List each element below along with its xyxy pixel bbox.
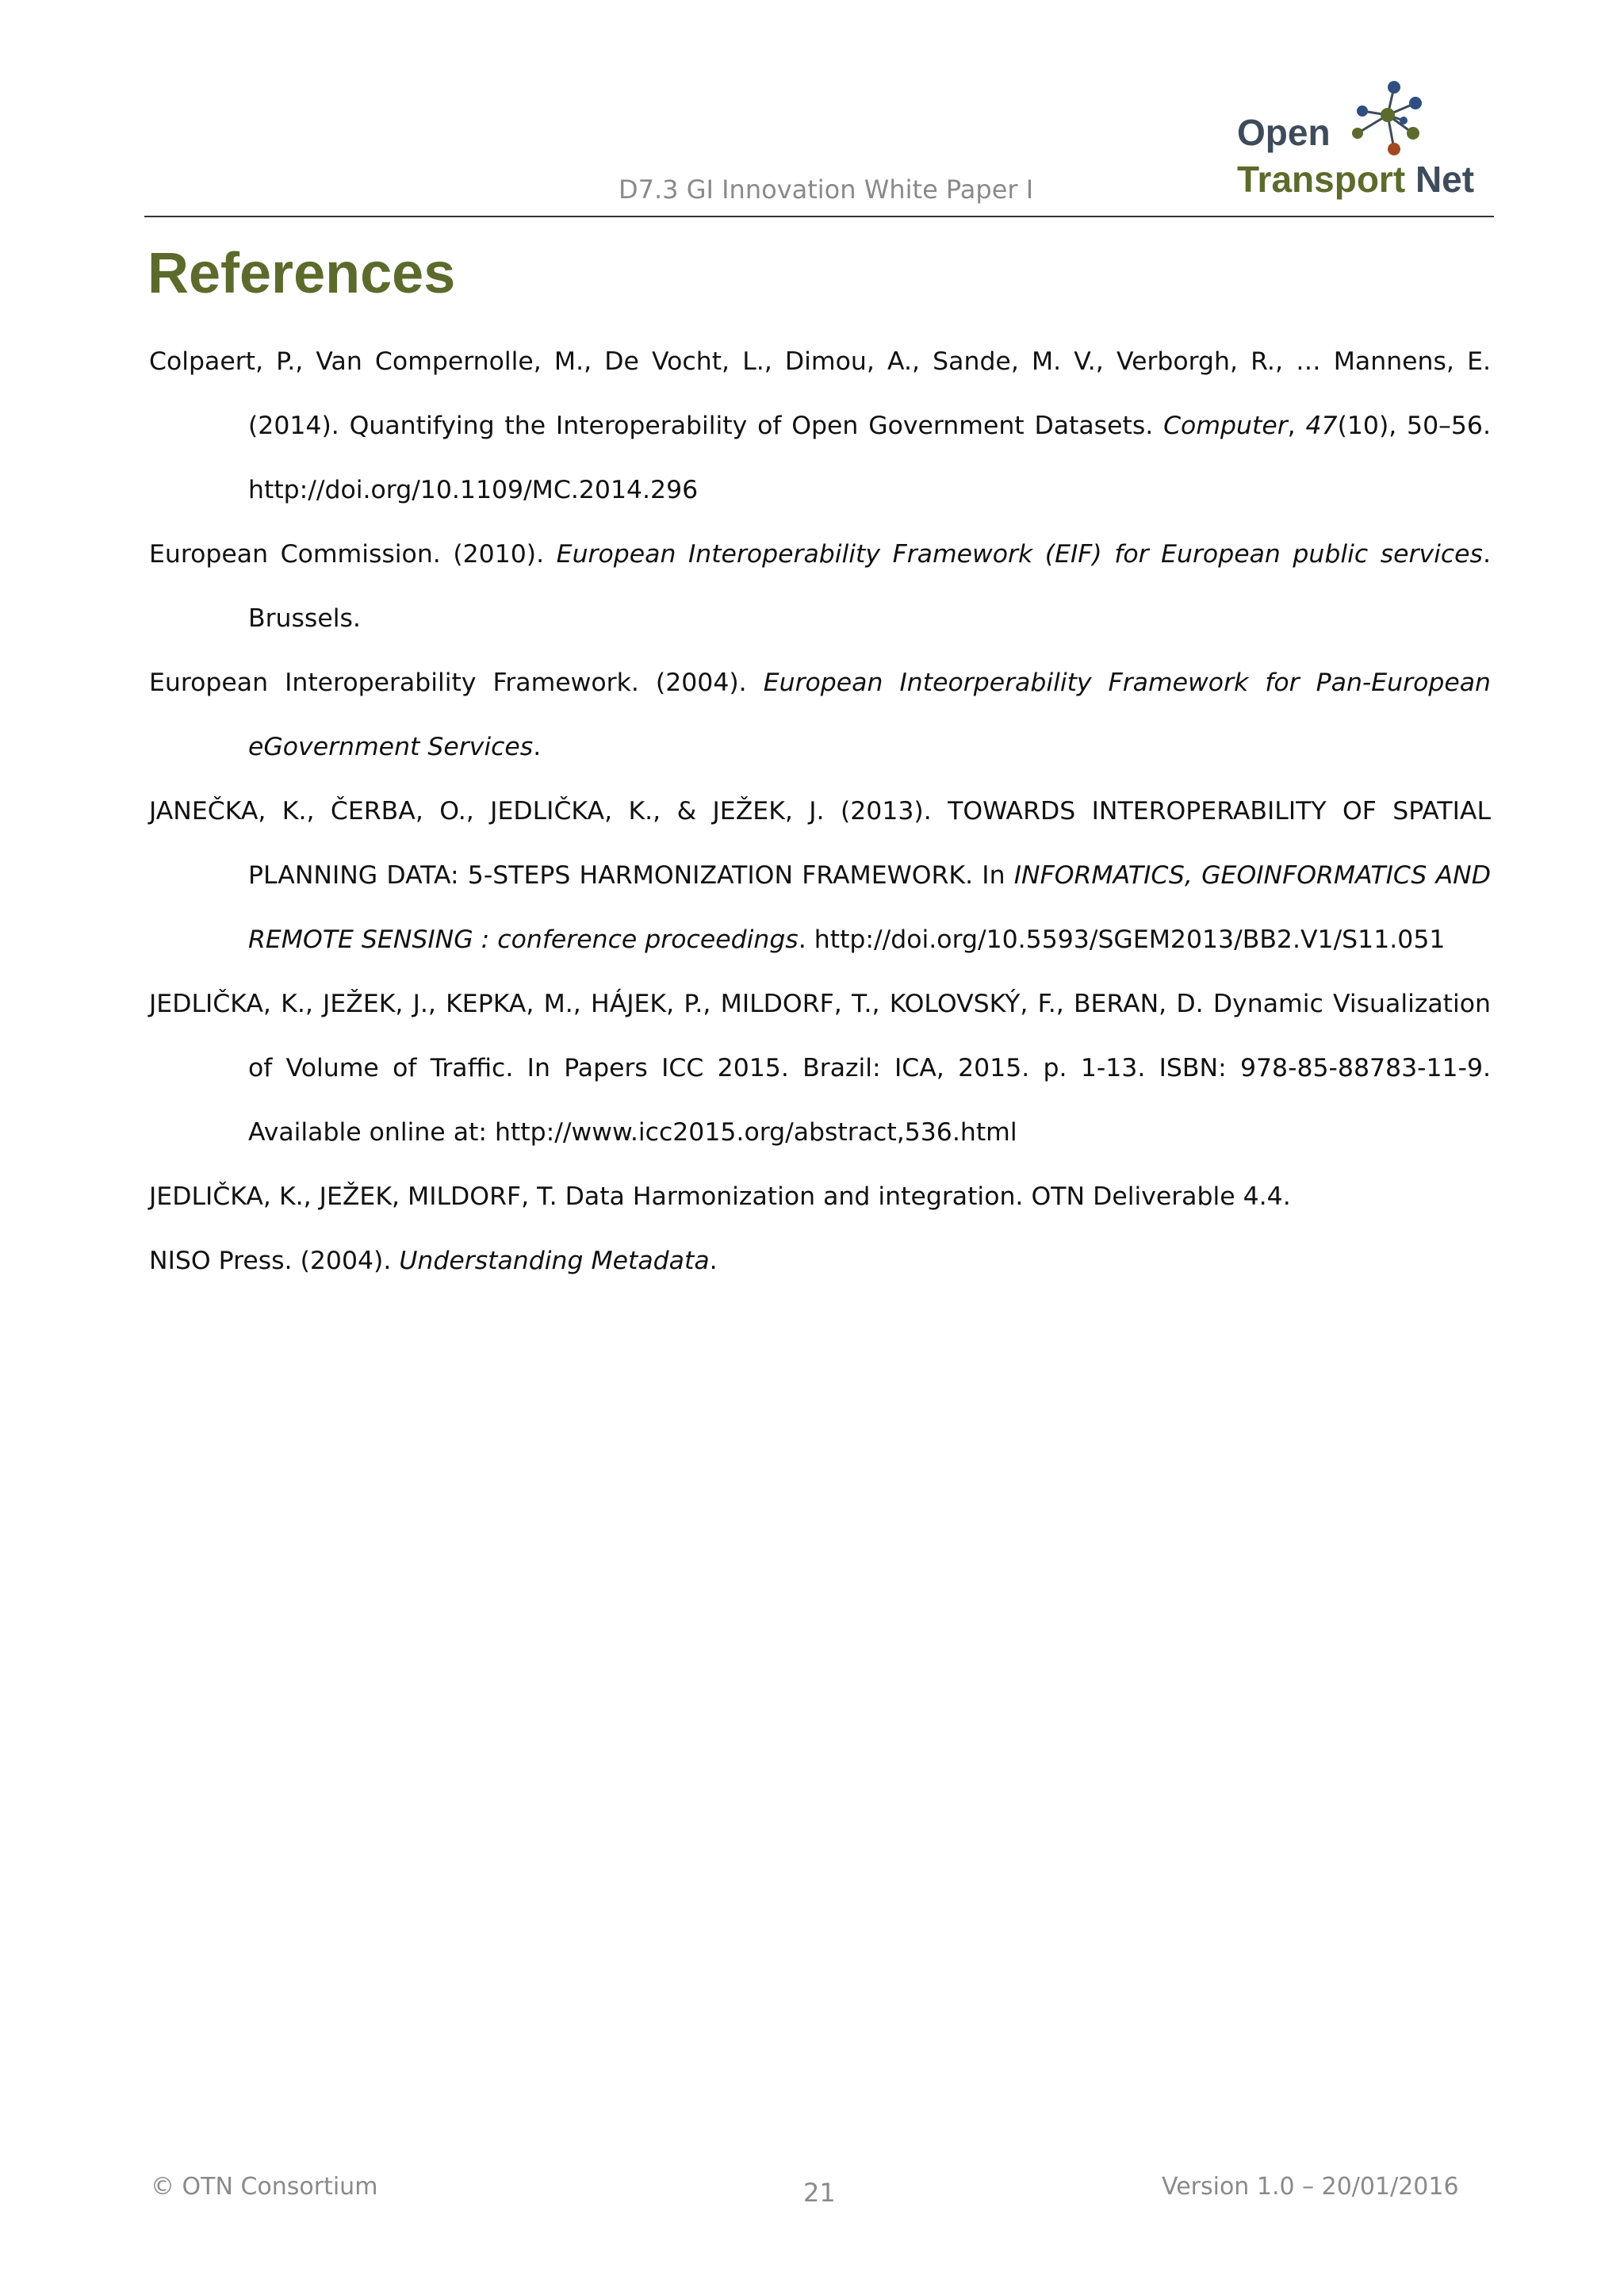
reference-title: European Inteorperability Framework for Pan-European eGovernment Services	[248, 669, 1492, 761]
footer-version: Version 1.0 – 20/01/2016	[1162, 2173, 1459, 2201]
header-divider	[144, 216, 1494, 217]
reference-title: Understanding Metadata	[399, 1247, 710, 1275]
reference-text: JEDLIČKA, K., JEŽEK, J., KEPKA, M., HÁJEK, P., MILDORF, T., KOLOVSKÝ, F., BERAN, D. Dynamic Visualization of Volume of Traffic. In Papers ICC 2015. Brazil: ICA, 2015. p. 1-13. ISBN: 978-85-88783-11-9. Available online at: http://www.icc2015.org/abstract,536.html	[149, 990, 1491, 1147]
logo-text-net: Net	[1415, 159, 1475, 200]
reference-text: .	[533, 733, 542, 761]
reference-text: .	[709, 1247, 718, 1275]
reference-entry	[149, 651, 1491, 780]
network-nodes-icon	[1340, 79, 1435, 167]
reference-text: NISO Press. (2004).	[149, 1247, 400, 1275]
reference-title: European Interoperability Framework (EIF) for European public services	[556, 540, 1483, 569]
reference-list	[149, 330, 1491, 1293]
reference-volume: 47	[1305, 412, 1338, 440]
reference-entry	[149, 1165, 1491, 1229]
logo-text-transport: Transport	[1237, 159, 1406, 200]
open-transport-net-logo	[1237, 79, 1491, 206]
reference-text: . Brussels.	[248, 540, 1491, 633]
reference-text: European Interoperability Framework. (2004).	[149, 669, 764, 697]
reference-text: (10), 50–56. http://doi.org/10.1109/MC.2014.296	[248, 412, 1491, 504]
reference-entry	[149, 1229, 1491, 1293]
reference-entry	[149, 972, 1491, 1165]
reference-journal: Computer	[1163, 412, 1288, 440]
reference-entry	[149, 523, 1491, 651]
logo-text-open: Open	[1237, 112, 1331, 153]
reference-entry	[149, 780, 1491, 972]
footer-page-number: 21	[803, 2178, 836, 2208]
page-title: References	[147, 242, 456, 305]
reference-entry	[149, 330, 1491, 523]
header-document-title: D7.3 GI Innovation White Paper I	[619, 174, 1034, 205]
reference-text: ,	[1287, 412, 1306, 440]
reference-text: JEDLIČKA, K., JEŽEK, MILDORF, T. Data Harmonization and integration. OTN Deliverable 4.4.	[149, 1182, 1291, 1211]
reference-text: . http://doi.org/10.5593/SGEM2013/BB2.V1/S11.051	[798, 925, 1446, 954]
reference-text: Colpaert, P., Van Compernolle, M., De Vocht, L., Dimou, A., Sande, M. V., Verborgh, R., … Mannens, E. (2014). Quantifying the Interoperability of Open Government Datasets.	[149, 347, 1491, 440]
reference-text: European Commission. (2010).	[149, 540, 557, 569]
reference-text: JANEČKA, K., ČERBA, O., JEDLIČKA, K., & JEŽEK, J. (2013). TOWARDS INTEROPERABILITY OF SPATIAL PLANNING DATA: 5-STEPS HARMONIZATION FRAMEWORK. In	[149, 797, 1491, 890]
reference-proceedings: INFORMATICS, GEOINFORMATICS AND REMOTE SENSING : conference proceedings	[248, 861, 1491, 954]
footer-copyright: © OTN Consortium	[151, 2173, 378, 2201]
